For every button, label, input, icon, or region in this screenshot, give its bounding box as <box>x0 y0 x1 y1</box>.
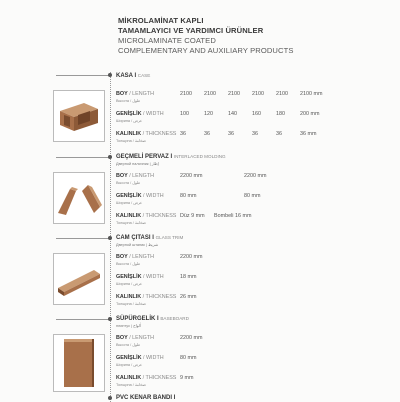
kasa-kalinlik-val-4: 36 <box>252 131 258 137</box>
pvc-title: PVC KENAR BANDI I <box>116 395 176 401</box>
supurgelik-genislik-label: GENİŞLİK / WIDTH <box>116 355 164 361</box>
pervaz-boy-sub: Высота / طول <box>116 181 140 185</box>
supurgelik-photo <box>53 334 105 392</box>
cam-title: CAM ÇITASI I GLASS TRIM Дверной штапик | شريط <box>116 235 184 247</box>
pvc-bullet <box>108 396 112 400</box>
cam-boy-val-1: 2200 mm <box>180 254 203 260</box>
kasa-kalinlik-val-1: 36 <box>180 131 186 137</box>
kasa-genislik-val-2: 120 <box>204 111 213 117</box>
kasa-photo <box>53 90 105 142</box>
supurgelik-connector <box>56 319 110 320</box>
cam-illustration <box>54 254 104 304</box>
kasa-boy-val-4: 2100 <box>252 91 264 97</box>
supurgelik-boy-val-1: 2200 mm <box>180 335 203 341</box>
kasa-kalinlik-label: KALINLIK / THICKNESS <box>116 131 177 137</box>
cam-photo <box>53 253 105 305</box>
pervaz-genislik-label: GENİŞLİK / WIDTH <box>116 193 164 199</box>
kasa-boy-val-1: 2100 <box>180 91 192 97</box>
kasa-genislik-val-5: 180 <box>276 111 285 117</box>
pervaz-bullet <box>108 155 112 159</box>
cam-genislik-sub: Ширина / عرض <box>116 282 143 286</box>
kasa-kalinlik-val-2: 36 <box>204 131 210 137</box>
kasa-genislik-sub: Ширина / عرض <box>116 119 143 123</box>
pervaz-title: GEÇMELİ PERVAZ I INTERLACED MOLDING Дверной наличник | إطار <box>116 154 226 166</box>
cam-genislik-val-1: 18 mm <box>180 274 197 280</box>
pervaz-boy-val-2: 2200 mm <box>244 173 267 179</box>
supurgelik-kalinlik-sub: Толщина / ضخامة <box>116 383 146 387</box>
supurgelik-genislik-sub: Ширина / عرض <box>116 363 143 367</box>
pervaz-kalinlik-label: KALINLIK / THICKNESS <box>116 213 177 219</box>
kasa-kalinlik-val-6: 36 mm <box>300 131 317 137</box>
cam-kalinlik-val-1: 26 mm <box>180 294 197 300</box>
kasa-boy-val-2: 2100 <box>204 91 216 97</box>
cam-boy-sub: Высота / طول <box>116 262 140 266</box>
header-title-en-2: COMPLEMENTARY AND AUXILIARY PRODUCTS <box>118 46 294 55</box>
supurgelik-genislik-val-1: 80 mm <box>180 355 197 361</box>
supurgelik-boy-label: BOY / LENGTH <box>116 335 155 341</box>
header-title-tr-2: TAMAMLAYICI VE YARDIMCI ÜRÜNLER <box>118 26 264 35</box>
cam-connector <box>56 238 110 239</box>
kasa-connector <box>56 75 110 76</box>
kasa-boy-val-3: 2100 <box>228 91 240 97</box>
pervaz-illustration <box>54 173 104 223</box>
kasa-genislik-val-4: 160 <box>252 111 261 117</box>
pervaz-boy-label: BOY / LENGTH <box>116 173 155 179</box>
pervaz-connector <box>56 157 110 158</box>
supurgelik-kalinlik-label: KALINLIK / THICKNESS <box>116 375 177 381</box>
pervaz-kalinlik-val-2: Bombeli 16 mm <box>214 213 252 219</box>
kasa-kalinlik-val-3: 36 <box>228 131 234 137</box>
header-title-tr-1: MİKROLAMİNAT KAPLI <box>118 16 204 25</box>
cam-bullet <box>108 236 112 240</box>
supurgelik-title: SÜPÜRGELİK I BASEBOARD плинтус | ألواح <box>116 316 189 328</box>
cam-genislik-label: GENİŞLİK / WIDTH <box>116 274 164 280</box>
supurgelik-illustration <box>54 335 104 391</box>
pervaz-genislik-val-2: 80 mm <box>244 193 261 199</box>
kasa-boy-label: BOY / LENGTH <box>116 91 155 97</box>
kasa-title: KASA I CASE <box>116 73 151 79</box>
kasa-boy-val-6: 2100 mm <box>300 91 323 97</box>
pervaz-boy-val-1: 2200 mm <box>180 173 203 179</box>
pervaz-kalinlik-sub: Толщина / ضخامة <box>116 221 146 225</box>
supurgelik-kalinlik-val-1: 9 mm <box>180 375 194 381</box>
cam-kalinlik-sub: Толщина / ضخامة <box>116 302 146 306</box>
supurgelik-bullet <box>108 317 112 321</box>
pervaz-photo <box>53 172 105 224</box>
pervaz-genislik-val-1: 80 mm <box>180 193 197 199</box>
kasa-boy-sub: Высота / طول <box>116 99 140 103</box>
kasa-genislik-val-1: 100 <box>180 111 189 117</box>
kasa-genislik-label: GENİŞLİK / WIDTH <box>116 111 164 117</box>
kasa-boy-val-5: 2100 <box>276 91 288 97</box>
pervaz-genislik-sub: Ширина / عرض <box>116 201 143 205</box>
kasa-kalinlik-sub: Толщина / ضخامة <box>116 139 146 143</box>
header-title-en-1: MICROLAMINATE COATED <box>118 36 216 45</box>
cam-kalinlik-label: KALINLIK / THICKNESS <box>116 294 177 300</box>
kasa-genislik-val-6: 200 mm <box>300 111 320 117</box>
kasa-bullet <box>108 73 112 77</box>
cam-boy-label: BOY / LENGTH <box>116 254 155 260</box>
kasa-genislik-val-3: 140 <box>228 111 237 117</box>
kasa-illustration <box>54 91 104 141</box>
kasa-kalinlik-val-5: 36 <box>276 131 282 137</box>
supurgelik-boy-sub: Высота / طول <box>116 343 140 347</box>
pervaz-kalinlik-val-1: Düz 9 mm <box>180 213 205 219</box>
